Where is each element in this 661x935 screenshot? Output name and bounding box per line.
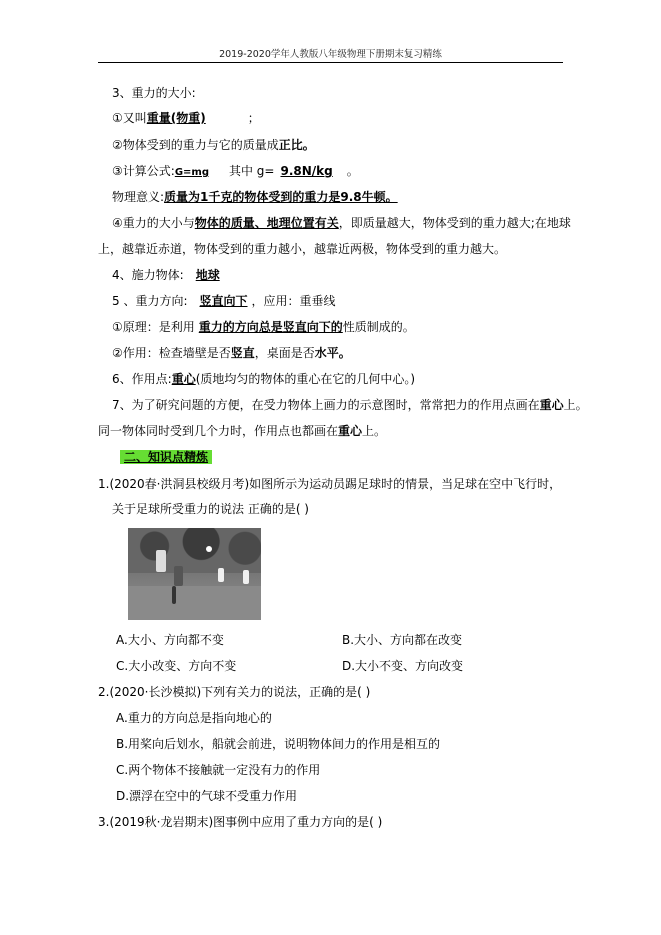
photo-trees [128,528,261,573]
page-header: 2019-2020学年人教版八年级物理下册期末复习精练 [219,49,442,60]
text: 物理意义: [112,190,165,204]
soccer-photo [128,528,261,620]
line-formula [112,163,359,181]
text: 上。 [362,424,387,438]
line-weight-alias [112,110,260,126]
bold-answer: 正比。 [278,138,315,152]
text: ④重力的大小与 [112,216,195,230]
text: ，应用：重垂线 [251,294,336,308]
text: ，即质量越大，物体受到的重力越大;在地球 [338,216,571,230]
item5 [112,293,336,309]
q1-stem-line2: 关于足球所受重力的说法 正确的是( ) [112,502,309,516]
text: ①又叫 [112,111,147,125]
line-proportional [112,137,315,153]
section-title [120,449,212,465]
text: ②作用：检查墙壁是否 [112,346,231,360]
text: ③计算公式: [112,164,175,178]
q1-option-a[interactable]: A.大小、方向都不变 [116,633,224,647]
player-figure [172,586,176,604]
text: ②物体受到的重力与它的质量成 [112,138,279,152]
formula-blank: G=mg [174,167,209,178]
player-figure [174,566,183,586]
text: 同一物体同时受到几个力时，作用点也都画在 [98,424,339,438]
q2-stem: 2.(2020·长沙模拟)下列有关力的说法，正确的是( ) [98,685,371,699]
blank-answer: 竖直向下 [199,294,248,308]
line-latitude: 上，越靠近赤道，物体受到的重力越小，越靠近两极，物体受到的重力越大。 [98,242,507,256]
photo-field [128,586,261,620]
bold-answer: 质量为1千克的物体受到的重力是9.8牛顿。 [164,190,398,204]
line-meaning [112,189,398,205]
q1-stem-line1: 1.(2020春·洪洞县校级月考)如图所示为运动员踢足球时的情景，当足球在空中飞行时， [98,477,562,491]
q3-stem: 3.(2019秋·龙岩期末)图事例中应用了重力方向的是( ) [98,815,383,829]
bold-answer: 竖直 [230,346,255,360]
section-highlight: 二、知识点精炼 [120,450,212,464]
bold-answer: 水平。 [314,346,351,360]
header-rule [98,62,563,63]
item7-line1 [112,397,588,413]
text: 上。 [563,398,588,412]
item7-line2 [98,423,386,439]
item5-principle [112,319,415,335]
player-figure [218,568,224,582]
text: 性质制成的。 [342,320,415,334]
player-figure [243,570,249,584]
text: (质地均匀的物体的重心在它的几何中心。) [195,372,416,386]
bold-answer: 重心 [539,398,564,412]
text: 4、施力物体: [112,268,184,282]
text: 。 [346,164,359,178]
text: 6、作用点: [112,372,172,386]
blank-answer: 地球 [195,268,220,282]
text: 5 、重力方向: [112,294,188,308]
line-factors [112,215,571,231]
q2-option-b[interactable]: B.用桨向后划水，船就会前进，说明物体间力的作用是相互的 [116,737,441,751]
blank-answer: 重心 [171,372,196,386]
text: ①原理：是利用 [112,320,195,334]
blank-answer: 重量(物重) [146,111,206,125]
q2-option-a[interactable]: A.重力的方向总是指向地心的 [116,711,272,725]
item3-title: 3、重力的大小: [112,86,196,100]
soccer-ball [206,546,212,552]
g-value-blank: 9.8N/kg [280,164,333,178]
item5-usage [112,345,351,361]
q1-option-c[interactable]: C.大小改变、方向不变 [116,659,237,673]
q1-option-d[interactable]: D.大小不变、方向改变 [342,659,464,673]
item4 [112,267,230,283]
text: 7、为了研究问题的方便，在受力物体上画力的示意图时，常常把力的作用点画在 [112,398,540,412]
blank-answer: 重力的方向总是竖直向下的 [198,320,343,334]
q2-option-d[interactable]: D.漂浮在空中的气球不受重力作用 [116,789,298,803]
item6 [112,371,415,387]
q1-option-b[interactable]: B.大小、方向都在改变 [342,633,463,647]
text: ； [247,111,260,125]
text: 其中 g= [228,164,275,178]
bold-answer: 重心 [338,424,363,438]
bold-answer: 物体的质量、地理位置有关 [194,216,339,230]
player-figure [156,550,166,572]
q2-option-c[interactable]: C.两个物体不接触就一定没有力的作用 [116,763,321,777]
text: ，桌面是否 [254,346,315,360]
